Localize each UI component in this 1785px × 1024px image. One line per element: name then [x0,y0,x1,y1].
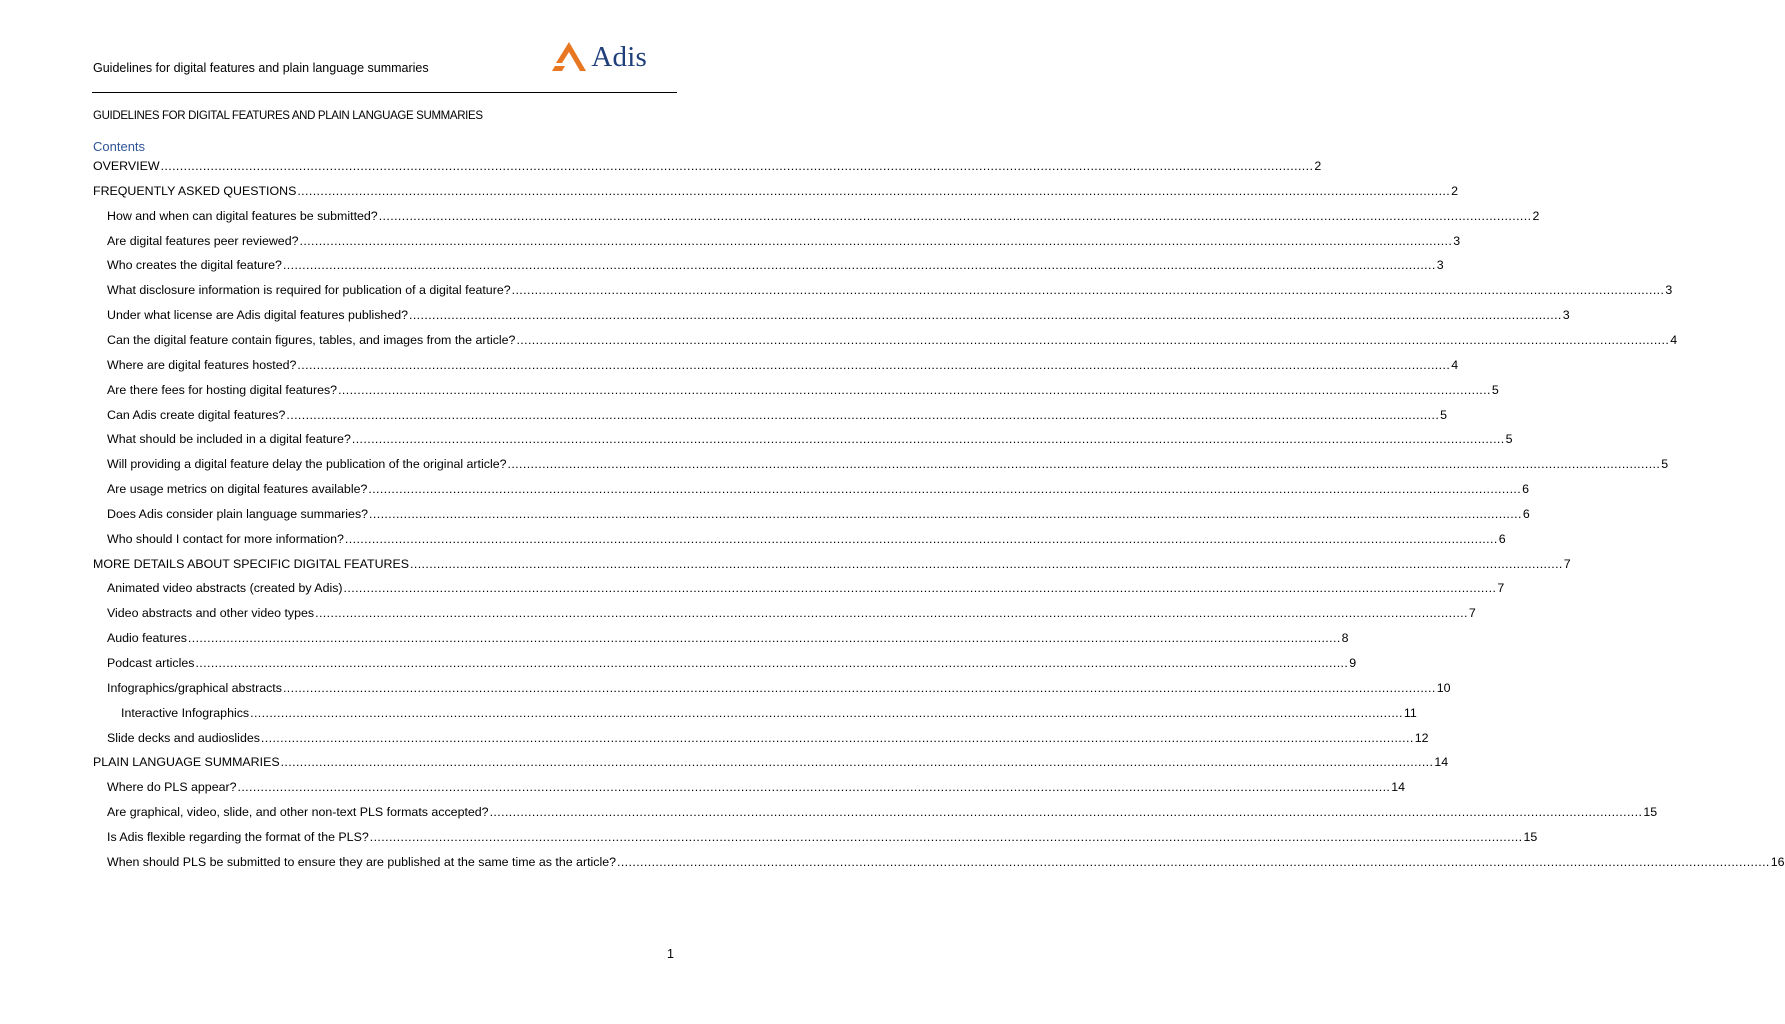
toc-dot-leader: ............................................................................................................................................................................................................................................................................................................ [286,407,1440,422]
toc-entry-label: OVERVIEW [93,159,160,173]
toc-dot-leader: ............................................................................................................................................................................................................................................................................................................ [617,854,1770,869]
toc-entry[interactable] [93,229,1461,249]
toc-dot-leader: ............................................................................................................................................................................................................................................................................................................ [237,780,1391,795]
toc-dot-leader: ............................................................................................................................................................................................................................................................................................................ [250,705,1403,720]
toc-entry-label: When should PLS be submitted to ensure they are published at the same time as the article? [107,854,616,869]
toc-entry[interactable] [93,328,1678,348]
toc-entry[interactable] [93,403,1448,423]
toc-entry-page: 6 [1522,506,1530,521]
toc-entry[interactable] [93,552,1571,572]
toc-entry[interactable] [93,701,1417,721]
toc-entry[interactable] [93,651,1357,671]
toc-dot-leader: ............................................................................................................................................................................................................................................................................................................ [315,606,1468,621]
toc-dot-leader: ............................................................................................................................................................................................................................................................................................................ [507,457,1661,472]
toc-entry-label: Where do PLS appear? [107,780,237,795]
toc-dot-leader: ............................................................................................................................................................................................................................................................................................................ [260,730,1414,745]
toc-dot-leader: ............................................................................................................................................................................................................................................................................................................ [489,805,1643,820]
toc-entry-page: 2 [1532,208,1540,223]
toc-entry-label: Infographics/graphical abstracts [107,680,282,695]
toc-entry-label: Are graphical, video, slide, and other non-text PLS formats accepted? [107,805,489,820]
page-header [92,36,677,93]
toc-dot-leader: ............................................................................................................................................................................................................................................................................................................ [409,308,1562,323]
toc-entry[interactable] [93,427,1513,447]
toc-dot-leader: ............................................................................................................................................................................................................................................................................................................ [369,506,1522,521]
toc-entry-label: Who should I contact for more information? [107,531,344,546]
toc-dot-leader: ............................................................................................................................................................................................................................................................................................................ [378,208,1532,223]
toc-entry[interactable] [93,601,1476,621]
toc-entry[interactable] [93,726,1429,746]
toc-entry-label: Who creates the digital feature? [107,258,282,273]
toc-dot-leader: ............................................................................................................................................................................................................................................................................................................ [344,531,1498,546]
toc-entry-page: 5 [1505,432,1513,447]
toc-entry-page: 9 [1349,656,1357,670]
toc-entry-label: Interactive Infographics [121,705,250,720]
toc-dot-leader: ............................................................................................................................................................................................................................................................................................................ [410,556,1563,571]
toc-entry[interactable] [93,825,1538,845]
toc-entry[interactable] [93,576,1505,596]
toc-entry-label: FREQUENTLY ASKED QUESTIONS [93,183,297,198]
toc-dot-leader: ............................................................................................................................................................................................................................................................................................................ [299,233,1453,248]
toc-entry[interactable] [93,800,1658,820]
toc-entry[interactable] [93,278,1673,298]
toc-entry-label: Can Adis create digital features? [107,407,286,422]
toc-entry-label: Where are digital features hosted? [107,357,297,372]
toc-entry-label: Are usage metrics on digital features available? [107,482,368,497]
toc-entry-page: 3 [1562,308,1570,323]
toc-dot-leader: ............................................................................................................................................................................................................................................................................................................ [282,258,1436,273]
toc-entry-page: 14 [1434,755,1449,770]
toc-entry[interactable] [93,850,1785,870]
toc-entry[interactable] [93,204,1540,224]
toc-entry-page: 4 [1670,332,1678,347]
toc-entry-label: Slide decks and audioslides [107,730,260,745]
toc-dot-leader: ............................................................................................................................................................................................................................................................................................................ [195,656,1349,670]
toc-entry-label: PLAIN LANGUAGE SUMMARIES [93,755,280,770]
toc-entry-label: Does Adis consider plain language summaries? [107,506,369,521]
toc-entry[interactable] [93,626,1349,646]
toc-entry-page: 5 [1661,457,1669,472]
toc-dot-leader: ............................................................................................................................................................................................................................................................................................................ [297,183,1451,198]
adis-logo-text: Adis [591,40,647,73]
toc-dot-leader: ............................................................................................................................................................................................................................................................................................................ [297,357,1451,372]
toc-entry[interactable] [93,378,1499,398]
contents-heading: Contents [93,139,146,154]
toc-entry-page: 7 [1563,556,1571,571]
toc-entry[interactable] [93,303,1570,323]
toc-entry-page: 7 [1497,581,1505,596]
toc-entry-page: 11 [1403,705,1417,720]
toc-entry-label: Podcast articles [107,656,195,670]
toc-dot-leader: ............................................................................................................................................................................................................................................................................................................ [338,382,1491,397]
toc-entry[interactable] [93,676,1451,696]
toc-entry-label: MORE DETAILS ABOUT SPECIFIC DIGITAL FEATURES [93,556,410,571]
toc-entry-label: Video abstracts and other video types [107,606,315,621]
toc-entry[interactable] [93,477,1530,497]
header-title: Guidelines for digital features and plain language summaries [93,61,429,75]
toc-entry-page: 6 [1498,531,1506,546]
toc-dot-leader: ............................................................................................................................................................................................................................................................................................................ [343,581,1497,596]
toc-entry[interactable] [93,527,1506,547]
toc-dot-leader: ............................................................................................................................................................................................................................................................................................................ [282,680,1436,695]
document-title: GUIDELINES FOR DIGITAL FEATURES AND PLAIN LANGUAGE SUMMARIES [93,110,483,122]
toc-entry-page: 8 [1341,631,1349,646]
toc-dot-leader: ............................................................................................................................................................................................................................................................................................................ [187,631,1341,646]
toc-entry-label: What should be included in a digital feature? [107,432,351,447]
toc-entry-page: 15 [1643,805,1658,820]
toc-entry[interactable] [93,775,1406,795]
toc-entry-label: What disclosure information is required for publication of a digital feature? [107,283,511,298]
toc-entry-label: Is Adis flexible regarding the format of the PLS? [107,829,369,844]
toc-entry-page: 2 [1451,183,1459,198]
toc-entry-page: 3 [1453,233,1461,248]
toc-entry[interactable] [93,502,1530,522]
adis-logo [552,40,647,74]
toc-entry-page: 4 [1451,357,1459,372]
toc-entry-label: Are digital features peer reviewed? [107,233,299,248]
toc-entry-page: 7 [1468,606,1476,621]
toc-entry-page: 12 [1414,730,1429,745]
toc-entry-page: 2 [1314,159,1322,173]
toc-entry-label: Can the digital feature contain figures, tables, and images from the article? [107,332,516,347]
toc-entry[interactable] [93,154,1322,174]
toc-entry-page: 3 [1665,283,1673,298]
page-number: 1 [667,947,674,961]
toc-dot-leader: ............................................................................................................................................................................................................................................................................................................ [160,159,1314,173]
toc-entry-page: 6 [1522,482,1530,497]
toc-dot-leader: ............................................................................................................................................................................................................................................................................................................ [368,482,1522,497]
toc-entry[interactable] [93,750,1449,770]
toc-dot-leader: ............................................................................................................................................................................................................................................................................................................ [351,432,1505,447]
toc-entry-page: 14 [1391,780,1406,795]
toc-entry[interactable] [93,253,1444,273]
toc-entry-page: 16 [1770,854,1785,869]
toc-entry-label: Under what license are Adis digital features published? [107,308,408,323]
toc-entry-label: Animated video abstracts (created by Adis) [107,581,343,596]
toc-entry-label: Audio features [107,631,187,646]
toc-entry-label: Are there fees for hosting digital features? [107,382,338,397]
adis-chevron-icon [552,42,586,72]
toc-entry-page: 5 [1440,407,1448,422]
toc-entry-page: 3 [1436,258,1444,273]
toc-dot-leader: ............................................................................................................................................................................................................................................................................................................ [369,829,1523,844]
toc-entry-label: Will providing a digital feature delay the publication of the original article? [107,457,507,472]
toc-entry-page: 10 [1436,680,1451,695]
toc-entry-label: How and when can digital features be submitted? [107,208,378,223]
toc-entry[interactable] [93,452,1669,472]
toc-dot-leader: ............................................................................................................................................................................................................................................................................................................ [516,332,1670,347]
toc-entry[interactable] [93,179,1459,199]
toc-entry-page: 15 [1523,829,1538,844]
toc-entry[interactable] [93,353,1459,373]
toc-dot-leader: ............................................................................................................................................................................................................................................................................................................ [280,755,1434,770]
toc-entry-page: 5 [1491,382,1499,397]
toc-dot-leader: ............................................................................................................................................................................................................................................................................................................ [511,283,1665,298]
